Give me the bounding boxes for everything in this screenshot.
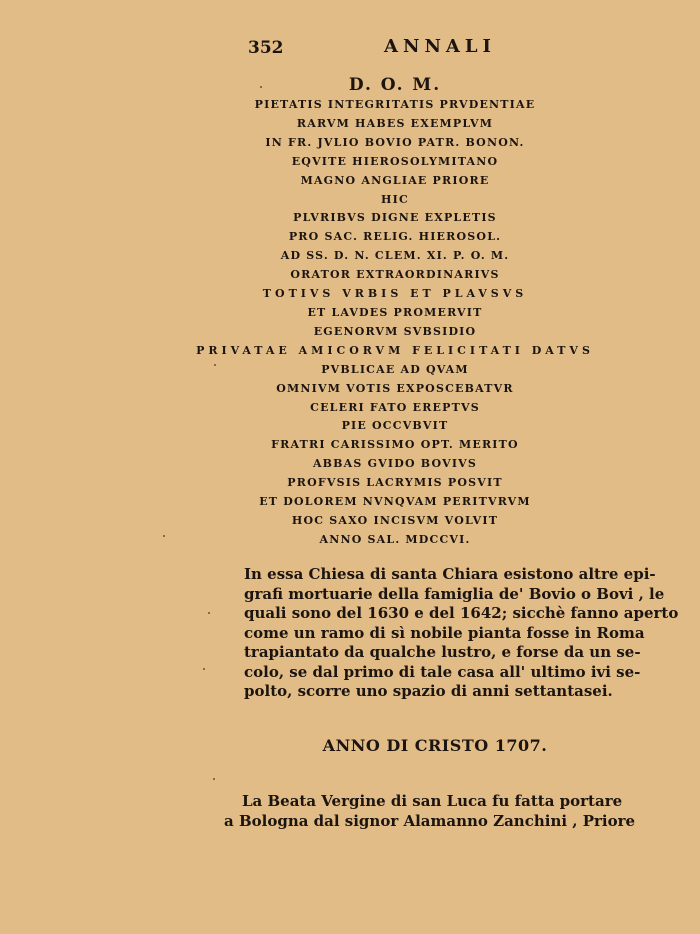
body-paragraph-1 <box>224 565 679 702</box>
text-line: grafi mortuarie della famiglia de' Bovio o Bovi , le <box>244 584 665 603</box>
paper-speck <box>213 778 215 780</box>
text-line: colo, se dal primo di tale casa all' ultimo ivi se- <box>244 662 641 681</box>
epitaph-line: PVBLICAE AD QVAM <box>321 362 469 376</box>
running-title: ANNALI <box>384 36 496 57</box>
text-line: polto, scorre uno spazio di anni settantasei. <box>244 682 613 700</box>
epitaph-line: ANNO SAL. MDCCVI. <box>319 532 471 546</box>
epitaph-line: PROFVSIS LACRYMIS POSVIT <box>287 476 503 490</box>
text-line: La Beata Vergine di san Luca fu fatta portare <box>242 792 623 810</box>
text-line: In essa Chiesa di santa Chiara esistono altre epi- <box>244 565 656 583</box>
text-line: quali sono del 1630 e del 1642; sicchè fanno aperto <box>244 604 679 622</box>
section-heading: ANNO DI CRISTO 1707. <box>322 736 548 755</box>
paper-speck <box>163 535 165 537</box>
epitaph-inscription <box>130 74 660 550</box>
epitaph-line: ABBAS GVIDO BOVIVS <box>312 457 478 471</box>
paper-speck <box>214 364 216 366</box>
paper-speck <box>203 668 205 670</box>
epitaph-line: OMNIVM VOTIS EXPOSCEBATVR <box>276 381 514 395</box>
epitaph-line: PLVRIBVS DIGNE EXPLETIS <box>293 211 497 225</box>
epitaph-line: RARVM HABES EXEMPLVM <box>296 116 494 130</box>
epitaph-line: PRO SAC. RELIG. HIEROSOL. <box>288 230 502 244</box>
text-line: trapiantato da qualche lustro, e forse da un se- <box>244 643 641 661</box>
epitaph-line: FRATRI CARISSIMO OPT. MERITO <box>271 438 519 452</box>
epitaph-line: EQVITE HIEROSOLYMITANO <box>291 154 499 168</box>
epitaph-line: ORATOR EXTRAORDINARIVS <box>290 268 500 282</box>
page-number: 352 <box>248 38 284 58</box>
epitaph-line: TOTIVS VRBIS ET PLAVSVS <box>262 287 528 301</box>
text-line: come un ramo di sì nobile pianta fosse in Roma <box>244 623 645 642</box>
body-paragraph-2 <box>224 792 650 831</box>
epitaph-line: HOC SAXO INCISVM VOLVIT <box>291 513 499 527</box>
epitaph-line: ET DOLOREM NVNQVAM PERITVRVM <box>259 495 531 509</box>
page-header <box>0 36 700 62</box>
epitaph-dom: D. O. M. <box>348 75 442 95</box>
epitaph-line: EGENORVM SVBSIDIO <box>313 324 477 338</box>
epitaph-line: MAGNO ANGLIAE PRIORE <box>300 173 490 187</box>
epitaph-line: AD SS. D. N. CLEM. XI. P. O. M. <box>280 249 510 263</box>
epitaph-line: HIC <box>381 192 409 206</box>
epitaph-line: PIETATIS INTEGRITATIS PRVDENTIAE <box>254 98 536 111</box>
epitaph-line: PRIVATAE AMICORVM FELICITATI DATVS <box>196 343 594 357</box>
epitaph-line: ET LAVDES PROMERVIT <box>307 305 483 319</box>
epitaph-line: CELERI FATO EREPTVS <box>310 400 480 414</box>
paper-speck <box>260 86 262 88</box>
epitaph-line: PIE OCCVBVIT <box>341 419 449 433</box>
paper-speck <box>208 612 210 614</box>
epitaph-line: IN FR. JVLIO BOVIO PATR. BONON. <box>265 135 525 149</box>
text-line: a Bologna dal signor Alamanno Zanchini , Priore <box>224 811 636 830</box>
